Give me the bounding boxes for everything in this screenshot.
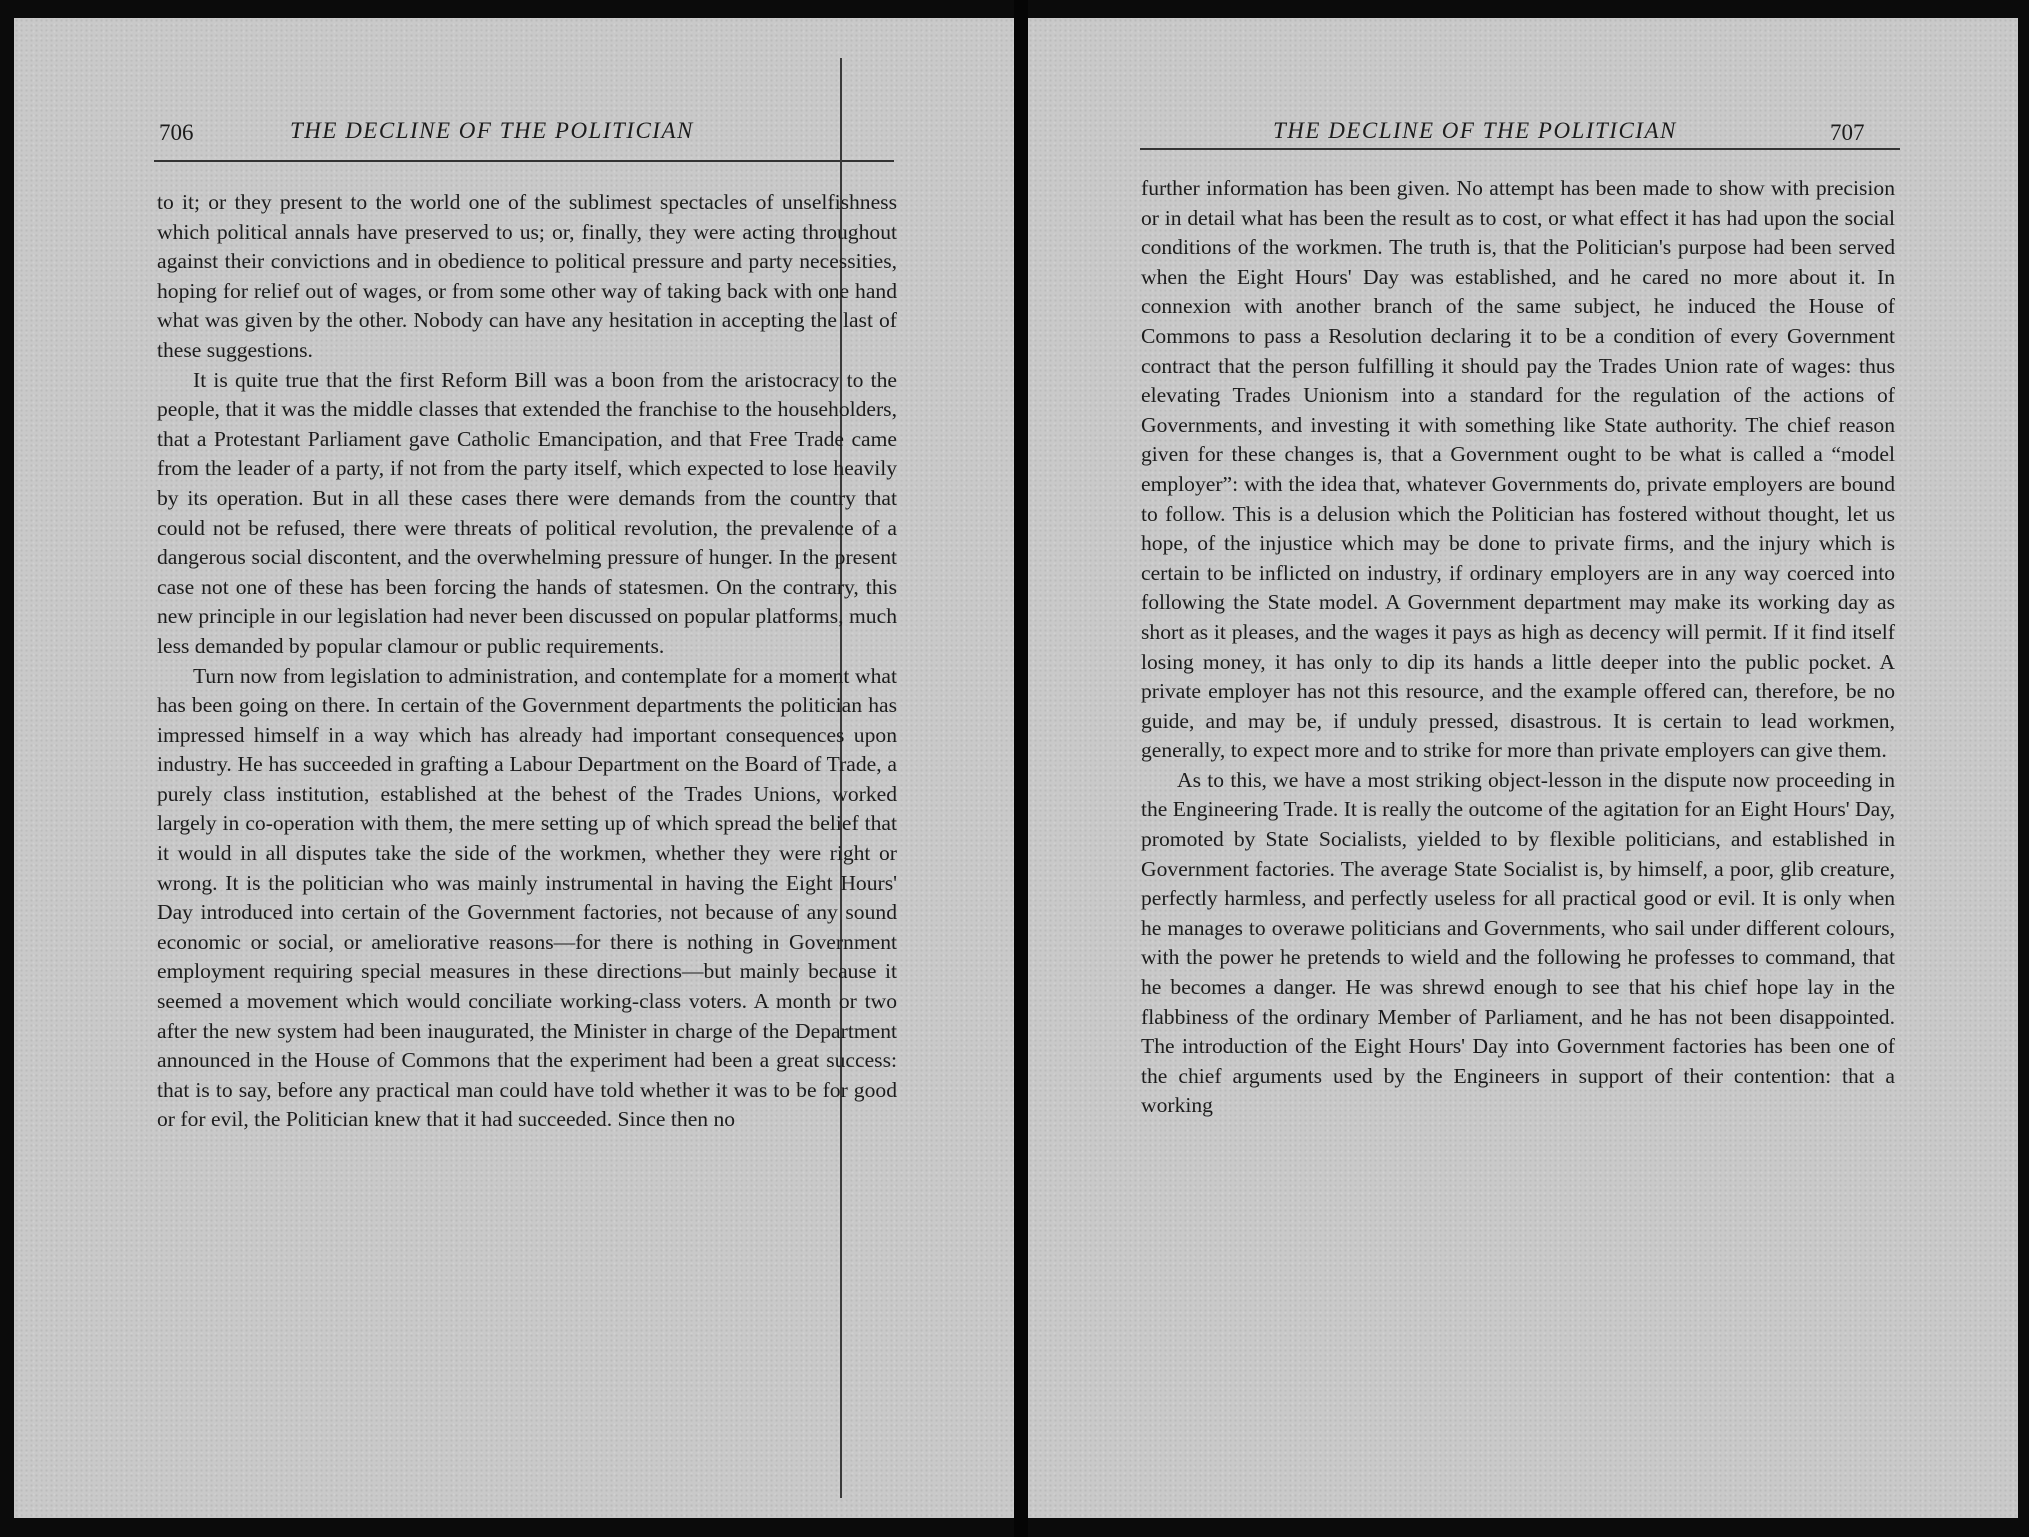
header-rule [154,160,894,162]
running-head: THE DECLINE OF THE POLITICIAN [290,118,694,143]
page-number: 706 [159,120,194,145]
left-page [14,18,1014,1518]
book-gutter [1014,0,1028,1537]
paragraph: further information has been given. No attempt has been made to show with precision or in detail what has been the result as to cost, or what effect it has had upon the social conditions of the workmen. The truth is, that the Politician's purpose had been served when the Eight Hours' Day was established, and he cared no more about it. In connexion with another branch of the same subject, he induced the House of Commons to pass a Resolution declaring it to be a condition of every Government contract that the person fulfilling it should pay the Trades Union rate of wages: thus elevating Trades Unionism into a standard for the regulation of the actions of Governments, and investing it with something like State authority. The chief reason given for these changes is, that a Government ought to be what is called a “model employer”: with the idea that, whatever Governments do, private employers are bound to follow. This is a delusion which the Politician has fostered without thought, let us hope, of the injustice which may be done to private firms, and the injury which is certain to be inflicted on industry, if ordinary employers are in any way coerced into following the State model. A Government department may make its working day as short as it pleases, and the wages it pays as high as decency will permit. If it find itself losing money, it has only to dip its hands a little deeper into the public pocket. A private employer has not this resource, and the example offered can, therefore, be no guide, and may be, if unduly pressed, disastrous. It is certain to lead workmen, generally, to expect more and to strike for more than private employers can give them. [1141,176,1895,763]
paragraph: to it; or they present to the world one of the sublimest spectacles of unselfishness which political annals have preserved to us; or, finally, they were acting throughout against their convictions and in obedience to political pressure and party necessities, hoping for relief out of wages, or from some other way of taking back with one hand what was given by the other. Nobody can have any hesitation in accepting the last of these suggestions. [157,190,897,362]
right-page [1028,18,2018,1518]
paragraph: Turn now from legislation to administration, and contemplate for a moment what has been going on there. In certain of the Government departments the politician has impressed himself in a way which has already had important consequences upon industry. He has succeeded in grafting a Labour Department on the Board of Trade, a purely class institution, established at the behest of the Trades Unions, worked largely in co-operation with them, the mere setting up of which spread the belief that it would in all disputes take the side of the workmen, whether they were right or wrong. It is the politician who was mainly instrumental in having the Eight Hours' Day introduced into certain of the Government factories, not because of any sound economic or social, or ameliorative reasons—for there is nothing in Government employment requiring special measures in these directions—but mainly because it seemed a movement which would conciliate working-class voters. A month or two after the new system had been inaugurated, the Minister in charge of the Department announced in the House of Commons that the experiment had been a great success: that is to say, before any practical man could have told whether it was to be for good or for evil, the Politician knew that it had succeeded. Since then no [157,663,897,1132]
paragraph: It is quite true that the first Reform Bill was a boon from the aristocracy to the people, that it was the middle classes that extended the franchise to the householders, that a Protestant Parliament gave Catholic Emancipation, and that Free Trade came from the leader of a party, if not from the party itself, which expected to lose heavily by its operation. But in all these cases there were demands from the country that could not be refused, there were threats of political revolution, the prevalence of a dangerous social discontent, and the overwhelming pressure of hunger. In the present case not one of these has been forcing the hands of statesmen. On the contrary, this new principle in our legislation had never been discussed on popular platforms, much less demanded by popular clamour or public requirements. [157,367,897,658]
left-page-body [157,188,897,1135]
right-page-body [1141,174,1895,1121]
paragraph: As to this, we have a most striking object-lesson in the dispute now proceeding in the Engineering Trade. It is really the outcome of the agitation for an Eight Hours' Day, promoted by State Socialists, yielded to by flexible politicians, and established in Government factories. The average State Socialist is, by himself, a poor, glib creature, perfectly harmless, and perfectly useless for all practical good or evil. It is only when he manages to overawe politicians and Governments, who sail under different colours, with the power he pretends to wield and the following he professes to command, that he becomes a danger. He was shrewd enough to see that his chief hope lay in the flabbiness of the ordinary Member of Parliament, and he has not been disappointed. The introduction of the Eight Hours' Day into Government factories has been one of the chief arguments used by the Engineers in support of their contention: that a working [1141,767,1895,1118]
running-head: THE DECLINE OF THE POLITICIAN [1273,118,1677,143]
page-number: 707 [1830,120,1865,145]
header-rule [1140,148,1900,150]
